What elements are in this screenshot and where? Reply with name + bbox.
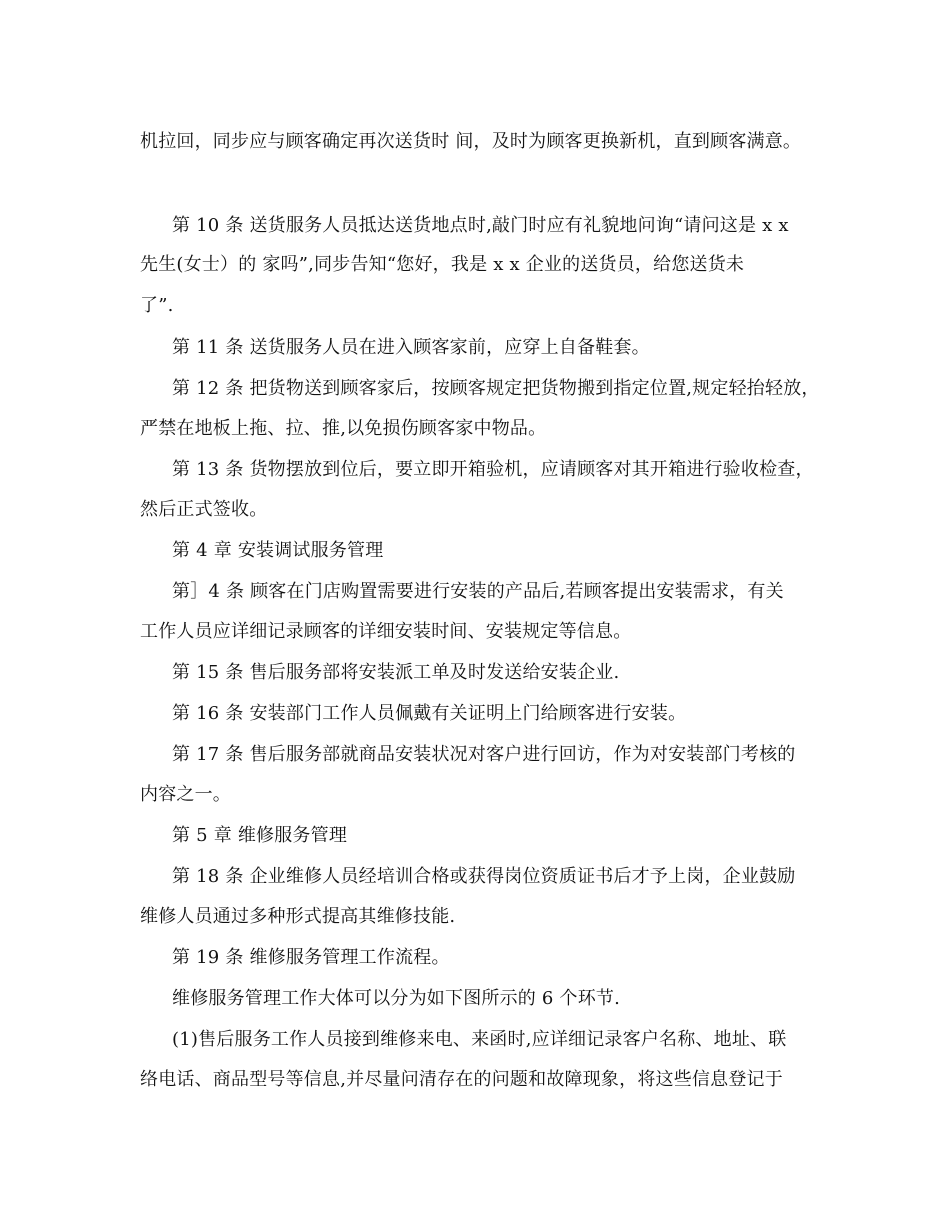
- text-line: 机拉回，同步应与顾客确定再次送货时 间，及时为顾客更换新机，直到顾客满意。: [140, 131, 802, 152]
- article-18-line-2: 维修人员通过多种形式提高其维修技能.: [140, 906, 456, 927]
- article-10-line-2: 先生(女士）的 家吗”,同步告知“您好，我是 x x 企业的送货员，给您送货未: [140, 254, 745, 275]
- article-17-line-2: 内容之一。: [140, 784, 231, 805]
- article-13-line-2: 然后正式签收。: [140, 499, 268, 520]
- article-17-line-1: 第 17 条 售后服务部就商品安装状况对客户进行回访，作为对安装部门考核的: [172, 744, 796, 765]
- article-12-line-2: 严禁在地板上拖、拉、推,以免损伤顾客家中物品。: [140, 418, 547, 439]
- chapter-5-heading: 第 5 章 维修服务管理: [172, 825, 348, 846]
- article-15: 第 15 条 售后服务部将安装派工单及时发送给安装企业.: [172, 662, 620, 683]
- chapter-4-heading: 第 4 章 安装调试服务管理: [172, 540, 384, 561]
- article-10-line-3: 了”.: [140, 295, 174, 316]
- maintenance-overview: 维修服务管理工作大体可以分为如下图所示的 6 个环节.: [172, 988, 621, 1009]
- article-18-line-1: 第 18 条 企业维修人员经培训合格或获得岗位资质证书后才予上岗，企业鼓励: [172, 866, 796, 887]
- article-11: 第 11 条 送货服务人员在进入顾客家前，应穿上自备鞋套。: [172, 337, 650, 358]
- article-12-line-1: 第 12 条 把货物送到顾客家后，按顾客规定把货物搬到指定位置,规定轻抬轻放，: [172, 378, 820, 399]
- article-19: 第 19 条 维修服务管理工作流程。: [172, 947, 450, 968]
- article-14-line-2: 工作人员应详细记录顾客的详细安装时间、安装规定等信息。: [140, 621, 632, 642]
- article-14-line-1: 第］4 条 顾客在门店购置需要进行安装的产品后,若顾客提出安装需求，有关: [172, 581, 784, 602]
- article-16: 第 16 条 安装部门工作人员佩戴有关证明上门给顾客进行安装。: [172, 703, 687, 724]
- article-10-line-1: 第 10 条 送货服务人员抵达送货地点时,敲门时应有礼貌地问询“请问这是 x x: [172, 215, 789, 236]
- article-13-line-1: 第 13 条 货物摆放到位后，要立即开箱验机，应请顾客对其开箱进行验收检查，: [172, 459, 814, 480]
- step-1-line-1: (1)售后服务工作人员接到维修来电、来函时,应详细记录客户名称、地址、联: [172, 1029, 787, 1050]
- step-1-line-2: 络电话、商品型号等信息,并尽量问清存在的问题和故障现象，将这些信息登记于: [140, 1069, 783, 1090]
